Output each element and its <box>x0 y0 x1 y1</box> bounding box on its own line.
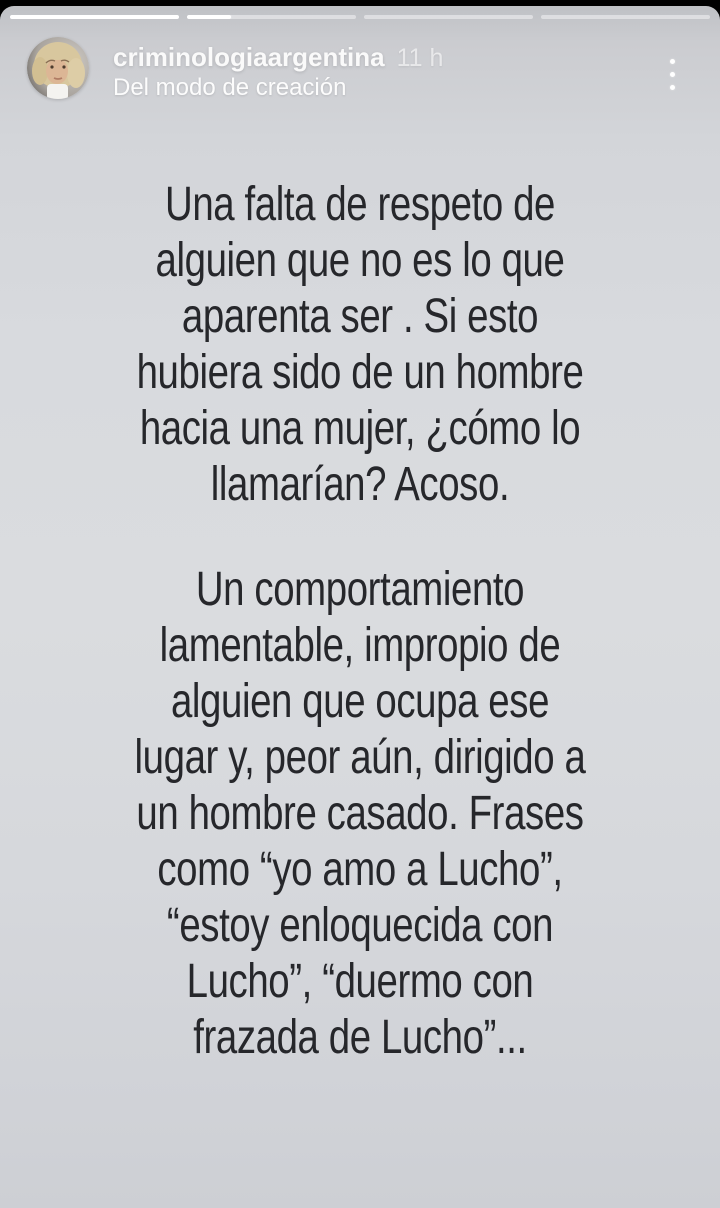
story-text-line: un hombre casado. Frases <box>136 787 584 840</box>
story-source-label: Del modo de creación <box>113 74 347 101</box>
story-text-line: lamentable, impropio de <box>159 619 561 672</box>
story-text-line: alguien que no es lo que <box>155 234 565 287</box>
progress-segment <box>364 15 533 19</box>
story-text-line: Una falta de respeto de <box>164 178 556 231</box>
progress-segment <box>541 15 710 19</box>
progress-fill <box>187 15 231 19</box>
avatar[interactable] <box>27 37 89 99</box>
progress-segment <box>187 15 356 19</box>
story-text-line: alguien que ocupa ese <box>170 675 550 728</box>
story-text-line: hacia una mujer, ¿cómo lo <box>139 402 581 455</box>
story-text-line: “estoy enloquecida con <box>166 899 554 952</box>
story-text-paragraph-2 <box>72 562 648 1066</box>
story-text-line: aparenta ser . Si esto <box>181 290 539 343</box>
story-options-button[interactable] <box>650 48 694 100</box>
story-text-line: hubiera sido de un hombre <box>136 346 584 399</box>
story-text-paragraph-1 <box>72 177 648 513</box>
progress-fill <box>10 15 179 19</box>
story-text-line: como “yo amo a Lucho”, <box>157 843 563 896</box>
story-progress-bar <box>10 15 710 19</box>
story-timestamp: 11 h <box>396 44 444 72</box>
story-text-line: llamarían? Acoso. <box>210 458 510 511</box>
story-text-line: Lucho”, “duermo con <box>186 955 534 1008</box>
story-header <box>113 42 443 74</box>
blonde-woman-photo-icon <box>27 37 89 99</box>
story-text-line: Un comportamiento <box>195 563 525 616</box>
story-text-line: lugar y, peor aún, dirigido a <box>134 731 586 784</box>
username[interactable]: criminologiaargentina <box>113 42 385 72</box>
progress-segment <box>10 15 179 19</box>
story-canvas[interactable] <box>0 6 720 1208</box>
story-text-line: frazada de Lucho”... <box>193 1011 527 1064</box>
